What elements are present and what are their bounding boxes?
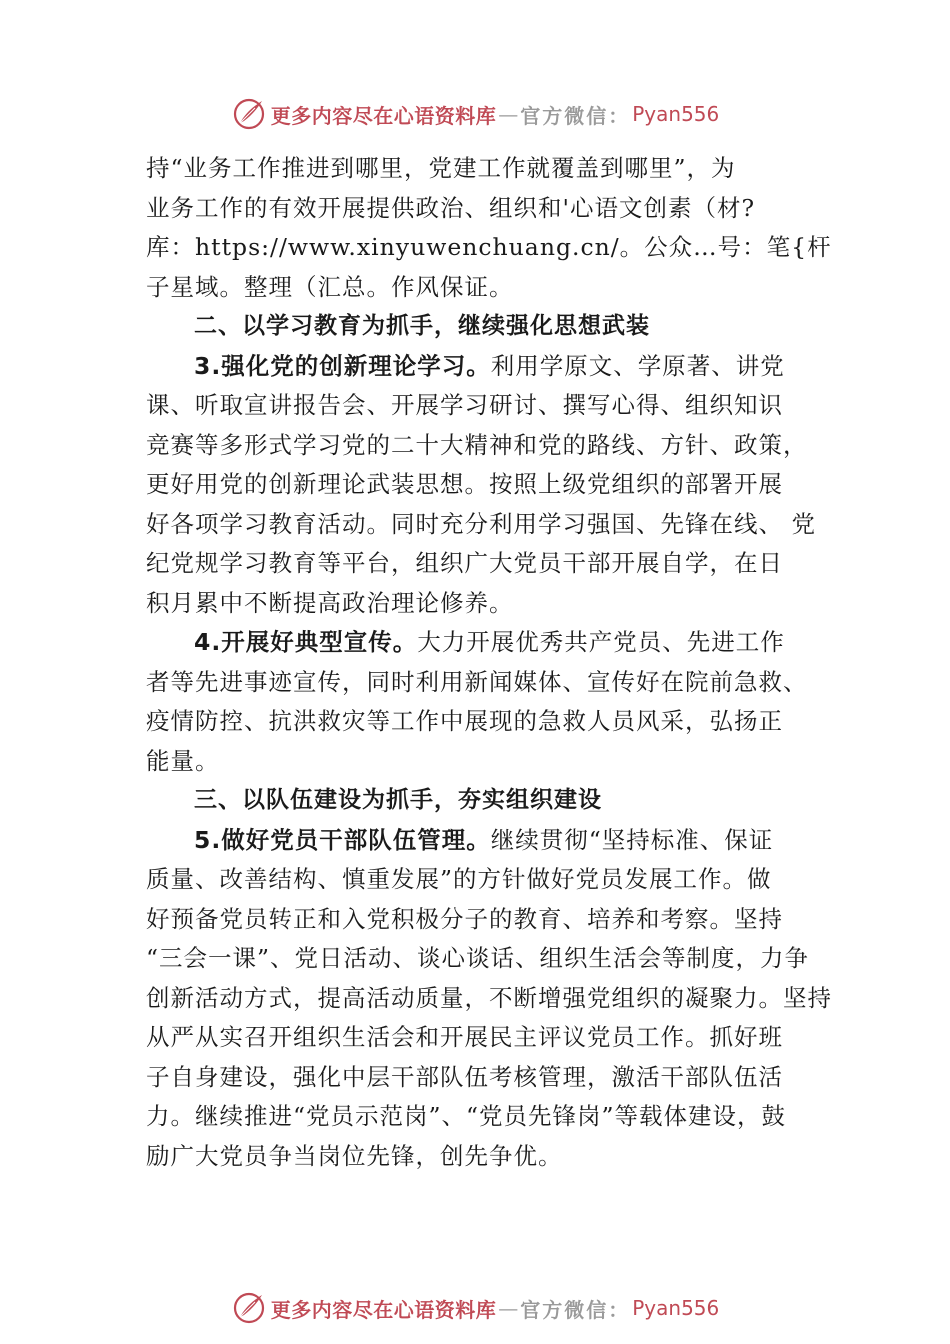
body-line: 者等先进事迹宣传，同时利用新闻媒体、宣传好在院前急救、 xyxy=(146,667,808,696)
paragraph-3-lead: 3.强化党的创新理论学习。 xyxy=(194,351,491,380)
body-line: 好预备党员转正和入党积极分子的教育、培养和考察。坚持 xyxy=(146,904,783,933)
body-line: 课、听取宣讲报告会、开展学习研讨、撰写心得、组织知识 xyxy=(146,391,783,419)
body-line: 励广大党员争当岗位先锋，创先争优。 xyxy=(146,1141,563,1170)
body-line: 创新活动方式，提高活动质量，不断增强党组织的凝聚力。坚持 xyxy=(146,983,832,1012)
banner-wechat-id: Pyan556 xyxy=(632,1296,720,1320)
section-heading-2: 二、以学习教育为抓手，继续强化思想武装 xyxy=(194,313,650,339)
body-line: 积月累中不断提高政治理论修养。 xyxy=(146,588,514,617)
body-line: 好各项学习教育活动。同时充分利用学习强国、先锋在线、 党 xyxy=(146,509,816,538)
body-line: 疫情防控、抗洪救灾等工作中展现的急救人员风采，弘扬正 xyxy=(146,707,783,735)
banner-wechat-label: 官方微信： xyxy=(520,103,631,128)
body-line: 子星域。整理（汇总。作风保证。 xyxy=(146,272,514,301)
paragraph-3-text: 利用学原文、学原著、讲党 xyxy=(490,351,785,380)
body-line: 质量、改善结构、慎重发展”的方针做好党员发展工作。做 xyxy=(146,865,772,893)
paragraph-5-text: 继续贯彻“坚持标准、保证 xyxy=(490,825,774,854)
banner-wechat-label: 官方微信： xyxy=(520,1297,631,1322)
body-line: 业务工作的有效开展提供政治、组织和'心语文创素（材? xyxy=(146,193,756,222)
paragraph-4-text: 大力开展优秀共产党员、先进工作 xyxy=(417,628,785,656)
feather-pen-circle-icon xyxy=(231,96,267,132)
paragraph-4-first-line xyxy=(146,623,816,663)
header-banner xyxy=(0,92,950,136)
body-line: 库：https://www.xinyuwenchuang.cn/。公众…号：笔{杆 xyxy=(146,233,832,261)
document-body xyxy=(146,149,832,1176)
paragraph-5-lead: 5.做好党员干部队伍管理。 xyxy=(194,825,491,854)
body-line: 竞赛等多形式学习党的二十大精神和党的路线、方针、政策， xyxy=(146,430,808,459)
banner-wechat-id: Pyan556 xyxy=(632,102,720,126)
section-heading-3: 三、以队伍建设为抓手，夯实组织建设 xyxy=(194,787,602,813)
banner-separator: — xyxy=(498,1296,519,1320)
banner-separator: — xyxy=(498,102,519,126)
paragraph-5-first-line xyxy=(146,821,816,861)
body-line: 持“业务工作推进到哪里，党建工作就覆盖到哪里”，为 xyxy=(146,154,736,182)
body-line: 纪党规学习教育等平台，组织广大党员干部开展自学，在日 xyxy=(146,549,783,577)
banner-title: 更多内容尽在心语资料库 xyxy=(270,1297,497,1322)
footer-banner xyxy=(0,1286,950,1330)
paragraph-3-first-line xyxy=(146,347,816,387)
paragraph-4-lead: 4.开展好典型宣传。 xyxy=(194,628,418,656)
body-line: 更好用党的创新理论武装思想。按照上级党组织的部署开展 xyxy=(146,470,783,498)
body-line: “三会一课”、党日活动、谈心谈话、组织生活会等制度，力争 xyxy=(146,944,810,972)
feather-pen-circle-icon xyxy=(231,1290,267,1326)
body-line: 从严从实召开组织生活会和开展民主评议党员工作。抓好班 xyxy=(146,1023,783,1051)
body-line: 力。继续推进“党员示范岗”、“党员先锋岗”等载体建设，鼓 xyxy=(146,1102,787,1130)
body-line: 能量。 xyxy=(146,746,220,775)
body-line: 子自身建设，强化中层干部队伍考核管理，激活干部队伍活 xyxy=(146,1062,783,1091)
banner-title: 更多内容尽在心语资料库 xyxy=(270,103,497,128)
